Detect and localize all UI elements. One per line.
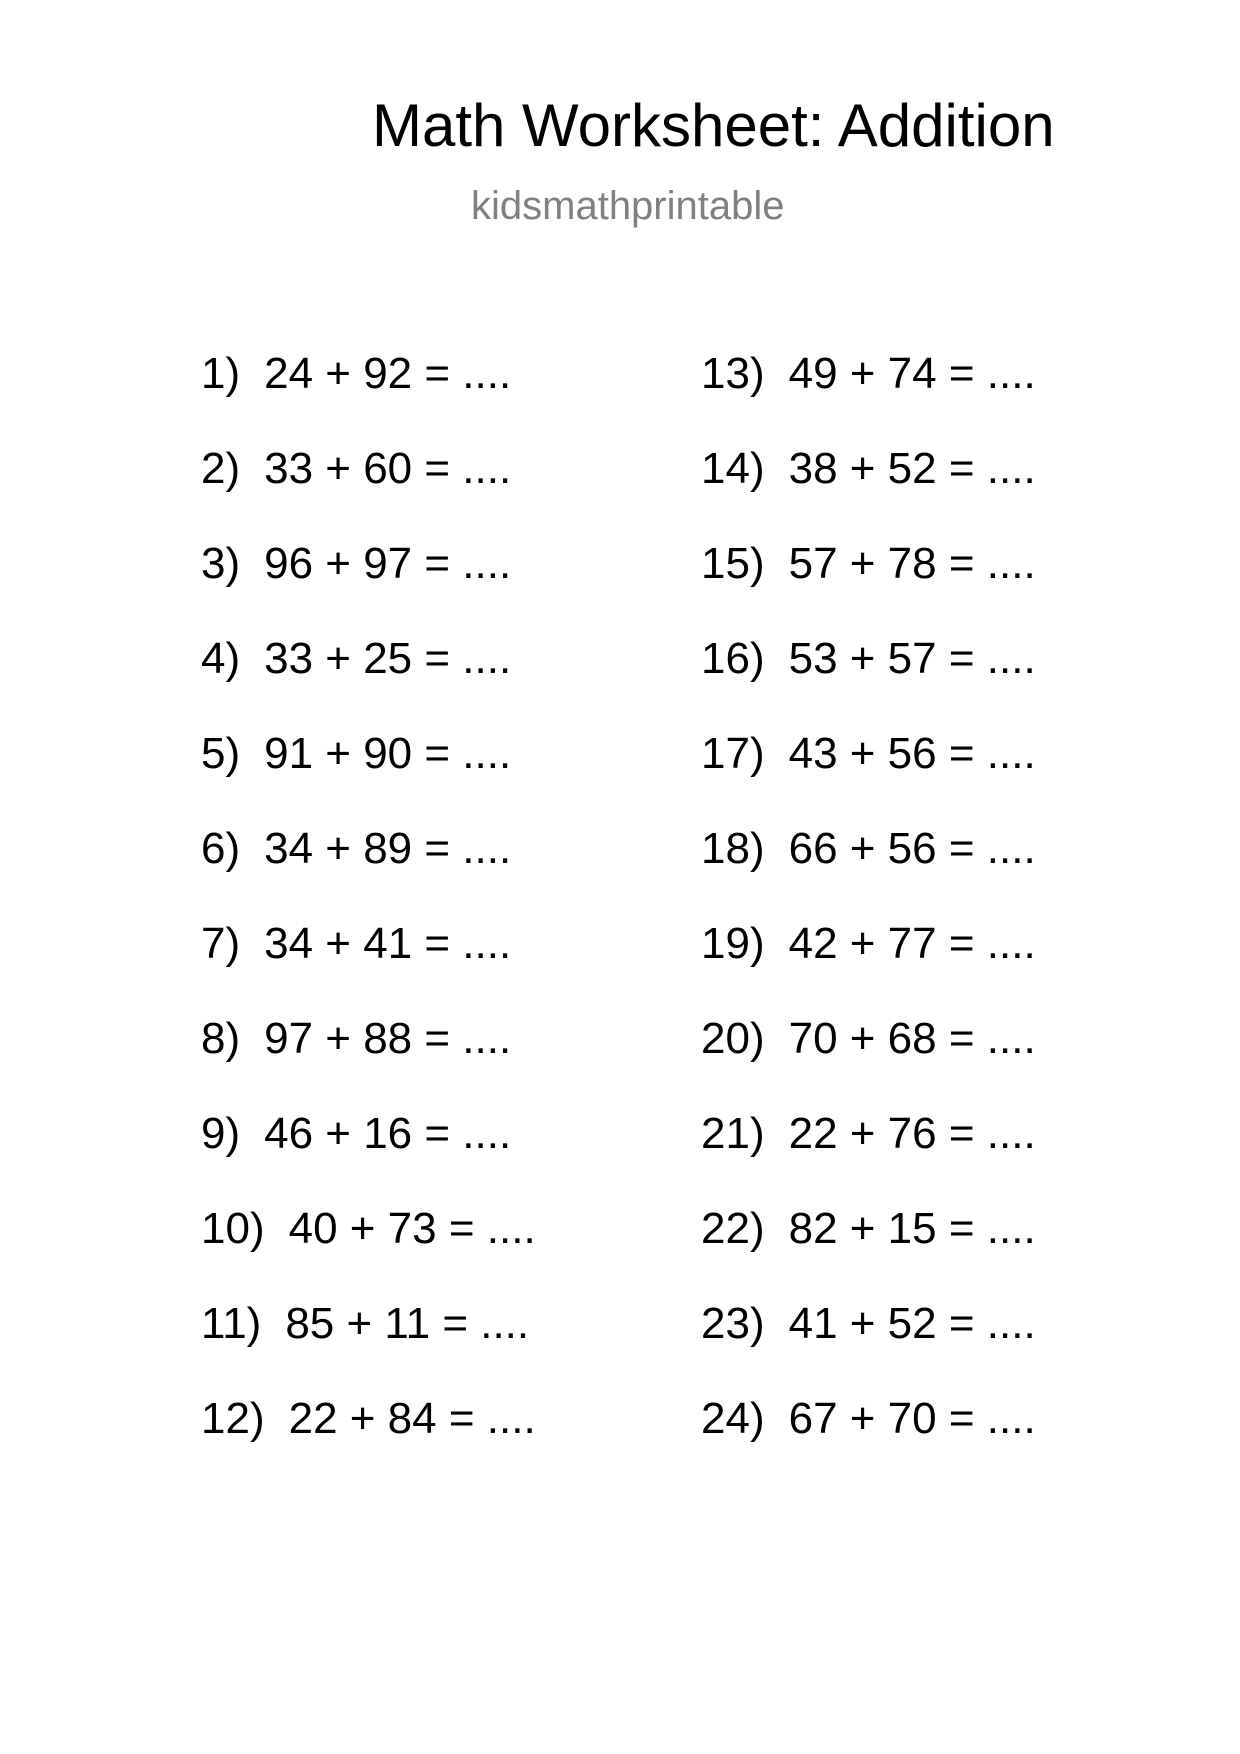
problem-item (701, 729, 1036, 827)
problem-expression: 38 + 52 = .... (788, 444, 1036, 493)
problem-item (701, 919, 1036, 1017)
problem-number: 15) (701, 539, 765, 588)
problem-item (201, 1299, 536, 1397)
problem-expression: 34 + 41 = .... (264, 919, 512, 968)
problem-number: 10) (201, 1204, 265, 1253)
problem-item (201, 824, 536, 922)
problem-item (701, 444, 1036, 542)
problem-expression: 66 + 56 = .... (788, 824, 1036, 873)
problem-number: 2) (201, 444, 241, 493)
problem-number: 9) (201, 1109, 241, 1158)
problem-item (701, 634, 1036, 732)
problem-expression: 49 + 74 = .... (788, 349, 1036, 398)
problem-item (701, 824, 1036, 922)
problem-item (701, 1109, 1036, 1207)
problem-item (201, 349, 536, 447)
problem-expression: 46 + 16 = .... (264, 1109, 512, 1158)
problem-expression: 67 + 70 = .... (788, 1394, 1036, 1443)
problem-expression: 33 + 60 = .... (264, 444, 512, 493)
problem-item (701, 1299, 1036, 1397)
problem-item (201, 1394, 536, 1492)
problem-expression: 85 + 11 = .... (285, 1299, 530, 1348)
problem-item (701, 349, 1036, 447)
problem-expression: 53 + 57 = .... (788, 634, 1036, 683)
problem-number: 4) (201, 634, 241, 683)
problem-expression: 41 + 52 = .... (788, 1299, 1036, 1348)
problem-number: 18) (701, 824, 765, 873)
worksheet-subtitle: kidsmathprintable (471, 184, 785, 228)
problem-number: 24) (701, 1394, 765, 1443)
problem-number: 6) (201, 824, 241, 873)
problem-expression: 33 + 25 = .... (264, 634, 512, 683)
problem-item (201, 539, 536, 637)
problem-expression: 97 + 88 = .... (264, 1014, 512, 1063)
problem-item (701, 539, 1036, 637)
problems-column-left (201, 349, 536, 1492)
problem-item (201, 1109, 536, 1207)
problem-expression: 43 + 56 = .... (788, 729, 1036, 778)
problem-number: 1) (201, 349, 241, 398)
problem-number: 16) (701, 634, 765, 683)
problem-number: 17) (701, 729, 765, 778)
problem-item (201, 1204, 536, 1302)
problem-number: 13) (701, 349, 765, 398)
problems-column-right (701, 349, 1036, 1492)
problem-number: 21) (701, 1109, 765, 1158)
problem-expression: 40 + 73 = .... (288, 1204, 536, 1253)
problem-item (201, 634, 536, 732)
problem-number: 22) (701, 1204, 765, 1253)
problem-item (701, 1394, 1036, 1492)
problem-item (201, 1014, 536, 1112)
problem-number: 3) (201, 539, 241, 588)
problem-item (701, 1014, 1036, 1112)
problem-expression: 91 + 90 = .... (264, 729, 512, 778)
problem-expression: 82 + 15 = .... (788, 1204, 1036, 1253)
problem-number: 8) (201, 1014, 241, 1063)
problem-expression: 24 + 92 = .... (264, 349, 512, 398)
problem-number: 5) (201, 729, 241, 778)
problem-expression: 22 + 84 = .... (288, 1394, 536, 1443)
problem-number: 7) (201, 919, 241, 968)
problem-expression: 22 + 76 = .... (788, 1109, 1036, 1158)
problem-number: 20) (701, 1014, 765, 1063)
worksheet-title: Math Worksheet: Addition (372, 92, 1055, 159)
problem-item (201, 919, 536, 1017)
problem-expression: 42 + 77 = .... (788, 919, 1036, 968)
problem-expression: 34 + 89 = .... (264, 824, 512, 873)
problem-number: 11) (201, 1299, 262, 1348)
problem-expression: 70 + 68 = .... (788, 1014, 1036, 1063)
problem-item (201, 729, 536, 827)
problem-number: 23) (701, 1299, 765, 1348)
problem-item (201, 444, 536, 542)
problem-number: 14) (701, 444, 765, 493)
problem-expression: 96 + 97 = .... (264, 539, 512, 588)
problem-number: 19) (701, 919, 765, 968)
problem-item (701, 1204, 1036, 1302)
problem-expression: 57 + 78 = .... (788, 539, 1036, 588)
problem-number: 12) (201, 1394, 265, 1443)
